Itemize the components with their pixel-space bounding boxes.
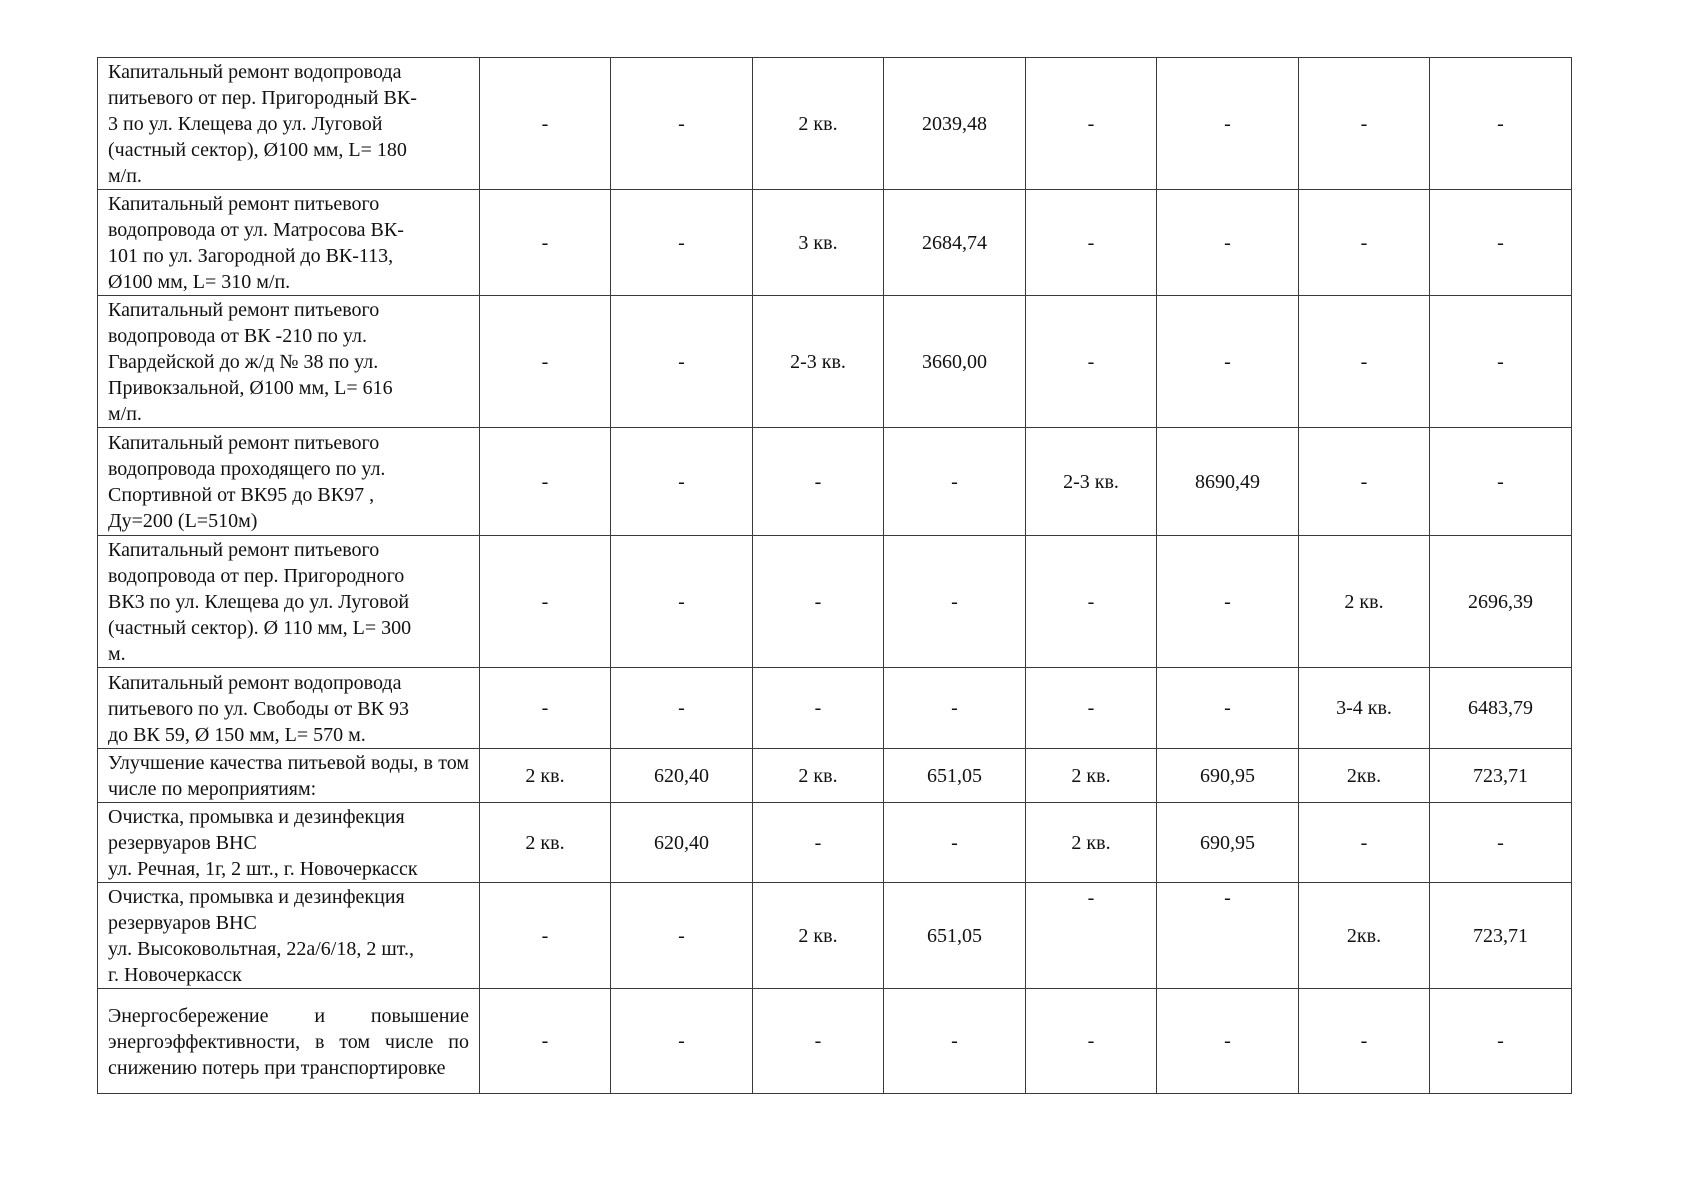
measure-group-description: Энергосбережение и повышение энергоэффективности, в том числе по снижению потерь при транспортировке xyxy=(98,989,480,1094)
year1-cost-cell: - xyxy=(611,536,753,668)
year4-quarter-cell: - xyxy=(1299,803,1430,883)
measure-description: Капитальный ремонт водопровода питьевого по ул. Свободы от ВК 93 до ВК 59, Ø 150 мм, L= 570 м. xyxy=(98,668,480,749)
measure-description: Капитальный ремонт питьевого водопровода от ВК -210 по ул. Гвардейской до ж/д № 38 по ул. Привокзальной, Ø100 мм, L= 616 м/п. xyxy=(98,296,480,428)
year2-cost-cell: - xyxy=(884,668,1026,749)
year1-quarter-cell: 2 кв. xyxy=(480,749,611,803)
measure-description: Капитальный ремонт питьевого водопровода проходящего по ул. Спортивной от ВК95 до ВК97 , Ду=200 (L=510м) xyxy=(98,428,480,536)
year2-quarter-cell: 2-3 кв. xyxy=(753,296,884,428)
year2-quarter-cell: - xyxy=(753,989,884,1094)
year1-cost-cell: - xyxy=(611,58,753,190)
year3-quarter-cell: 2 кв. xyxy=(1026,803,1157,883)
year4-quarter-cell: - xyxy=(1299,989,1430,1094)
table-row xyxy=(98,58,1572,190)
year4-quarter-cell: - xyxy=(1299,58,1430,190)
year1-cost-cell: - xyxy=(611,296,753,428)
year1-quarter-cell: - xyxy=(480,58,611,190)
measure-description: Капитальный ремонт питьевого водопровода от пер. Пригородного ВК3 по ул. Клещева до ул. Луговой (частный сектор). Ø 110 мм, L= 300 м. xyxy=(98,536,480,668)
measure-group-description: Улучшение качества питьевой воды, в том числе по мероприятиям: xyxy=(98,749,480,803)
year4-cost-cell: 723,71 xyxy=(1430,749,1572,803)
table-row xyxy=(98,803,1572,883)
table-row xyxy=(98,883,1572,989)
year4-cost-cell: - xyxy=(1430,428,1572,536)
year3-cost-cell: - xyxy=(1157,190,1299,296)
year3-cost-cell: 8690,49 xyxy=(1157,428,1299,536)
year2-quarter-cell: - xyxy=(753,536,884,668)
year1-cost-cell: - xyxy=(611,668,753,749)
year3-cost-cell: 690,95 xyxy=(1157,803,1299,883)
year2-quarter-cell: - xyxy=(753,668,884,749)
year3-quarter-cell: 2-3 кв. xyxy=(1026,428,1157,536)
year4-quarter-cell: 2кв. xyxy=(1299,749,1430,803)
year4-cost-cell: - xyxy=(1430,190,1572,296)
year1-quarter-cell: - xyxy=(480,296,611,428)
year1-quarter-cell: - xyxy=(480,989,611,1094)
year1-cost-cell: 620,40 xyxy=(611,749,753,803)
table-row xyxy=(98,749,1572,803)
year4-cost-cell: 6483,79 xyxy=(1430,668,1572,749)
year4-quarter-cell: - xyxy=(1299,296,1430,428)
year3-cost-cell: - xyxy=(1157,296,1299,428)
year1-cost-cell: - xyxy=(611,989,753,1094)
year2-cost-cell: - xyxy=(884,536,1026,668)
year2-cost-cell: 3660,00 xyxy=(884,296,1026,428)
year1-quarter-cell: - xyxy=(480,536,611,668)
investment-program-table xyxy=(97,57,1572,1094)
year3-cost-cell: - xyxy=(1157,883,1299,989)
year2-cost-cell: - xyxy=(884,989,1026,1094)
table-row xyxy=(98,668,1572,749)
year1-quarter-cell: - xyxy=(480,428,611,536)
year1-cost-cell: - xyxy=(611,190,753,296)
year4-quarter-cell: - xyxy=(1299,428,1430,536)
year2-cost-cell: 651,05 xyxy=(884,749,1026,803)
year3-quarter-cell: - xyxy=(1026,989,1157,1094)
year4-cost-cell: - xyxy=(1430,58,1572,190)
year3-quarter-cell: - xyxy=(1026,58,1157,190)
year2-cost-cell: 2684,74 xyxy=(884,190,1026,296)
year3-quarter-cell: 2 кв. xyxy=(1026,749,1157,803)
year2-quarter-cell: - xyxy=(753,428,884,536)
year3-cost-cell: - xyxy=(1157,668,1299,749)
year1-cost-cell: - xyxy=(611,428,753,536)
year2-quarter-cell: 2 кв. xyxy=(753,749,884,803)
year3-cost-cell: - xyxy=(1157,989,1299,1094)
year2-cost-cell: - xyxy=(884,428,1026,536)
year2-cost-cell: - xyxy=(884,803,1026,883)
year4-cost-cell: 2696,39 xyxy=(1430,536,1572,668)
year4-quarter-cell: 2 кв. xyxy=(1299,536,1430,668)
year3-quarter-cell: - xyxy=(1026,296,1157,428)
table-row xyxy=(98,190,1572,296)
table-row xyxy=(98,989,1572,1094)
year1-quarter-cell: - xyxy=(480,883,611,989)
year3-quarter-cell: - xyxy=(1026,536,1157,668)
year3-quarter-cell: - xyxy=(1026,190,1157,296)
year1-cost-cell: 620,40 xyxy=(611,803,753,883)
year4-cost-cell: - xyxy=(1430,803,1572,883)
year1-cost-cell: - xyxy=(611,883,753,989)
table-row xyxy=(98,536,1572,668)
year1-quarter-cell: - xyxy=(480,668,611,749)
measure-description: Капитальный ремонт водопровода питьевого от пер. Пригородный ВК- 3 по ул. Клещева до ул. Луговой (частный сектор), Ø100 мм, L= 180 м/п. xyxy=(98,58,480,190)
measure-description: Очистка, промывка и дезинфекция резервуаров ВНС ул. Высоковольтная, 22а/6/18, 2 шт., г. Новочеркасск xyxy=(98,883,480,989)
year4-cost-cell: - xyxy=(1430,989,1572,1094)
year4-quarter-cell: 3-4 кв. xyxy=(1299,668,1430,749)
year4-cost-cell: - xyxy=(1430,296,1572,428)
year1-quarter-cell: 2 кв. xyxy=(480,803,611,883)
year2-quarter-cell: 3 кв. xyxy=(753,190,884,296)
year3-quarter-cell: - xyxy=(1026,668,1157,749)
year3-quarter-cell: - xyxy=(1026,883,1157,989)
year2-cost-cell: 2039,48 xyxy=(884,58,1026,190)
year2-quarter-cell: 2 кв. xyxy=(753,883,884,989)
table-row xyxy=(98,296,1572,428)
table-row xyxy=(98,428,1572,536)
year3-cost-cell: - xyxy=(1157,536,1299,668)
year1-quarter-cell: - xyxy=(480,190,611,296)
year4-quarter-cell: 2кв. xyxy=(1299,883,1430,989)
year4-quarter-cell: - xyxy=(1299,190,1430,296)
year3-cost-cell: - xyxy=(1157,58,1299,190)
year3-cost-cell: 690,95 xyxy=(1157,749,1299,803)
year2-quarter-cell: 2 кв. xyxy=(753,58,884,190)
measure-description: Капитальный ремонт питьевого водопровода от ул. Матросова ВК- 101 по ул. Загородной до ВК-113, Ø100 мм, L= 310 м/п. xyxy=(98,190,480,296)
year2-quarter-cell: - xyxy=(753,803,884,883)
measure-description: Очистка, промывка и дезинфекция резервуаров ВНС ул. Речная, 1г, 2 шт., г. Новочеркасск xyxy=(98,803,480,883)
year4-cost-cell: 723,71 xyxy=(1430,883,1572,989)
year2-cost-cell: 651,05 xyxy=(884,883,1026,989)
